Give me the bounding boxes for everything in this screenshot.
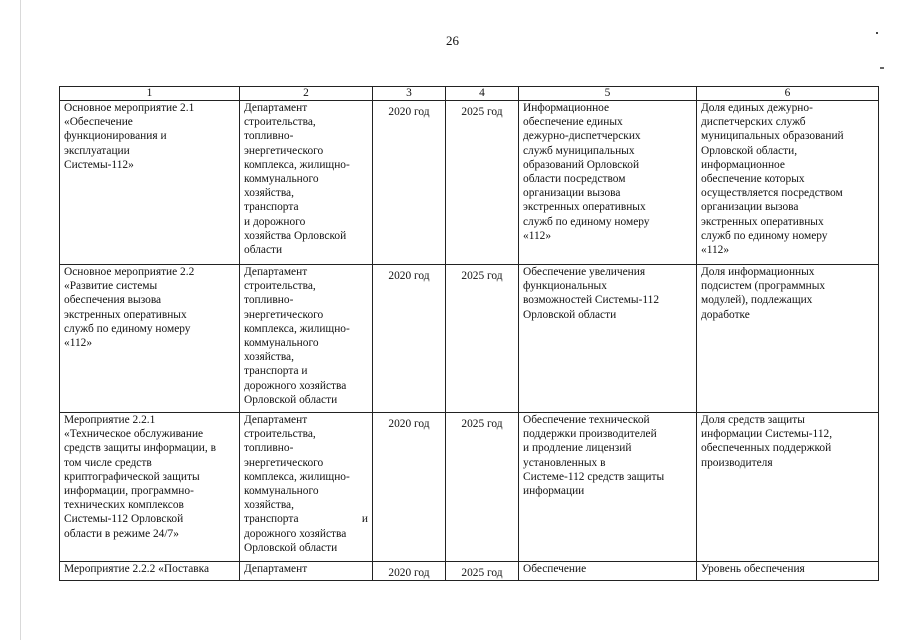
executor-line: энергетического xyxy=(244,456,324,469)
executor-cell xyxy=(240,413,373,562)
start-year-cell: 2020 год xyxy=(373,562,446,581)
table-row xyxy=(60,265,879,413)
event-cell: Мероприятие 2.2.2 «Поставка xyxy=(60,562,240,581)
indicator-cell: Доля информационных подсистем (программных модулей), подлежащих доработке xyxy=(697,265,879,413)
end-year-cell: 2025 год xyxy=(446,265,519,413)
start-year-cell: 2020 год xyxy=(373,265,446,413)
table-row xyxy=(60,101,879,265)
header-row xyxy=(60,87,879,101)
executor-line: топливно- xyxy=(244,442,294,455)
event-cell: Основное мероприятие 2.2 «Развитие системы обеспечения вызова экстренных оперативных служб по единому номеру «112» xyxy=(60,265,240,413)
column-header: 1 xyxy=(60,87,240,101)
executor-line: транспорта и xyxy=(244,513,368,526)
start-year-cell: 2020 год xyxy=(373,413,446,562)
indicator-cell: Доля средств защиты информации Системы-112, обеспеченных поддержкой производителя xyxy=(697,413,879,562)
executor-line: строительства, xyxy=(244,428,316,441)
column-header: 6 xyxy=(697,87,879,101)
executor-line: Департамент xyxy=(244,414,308,426)
start-year-cell: 2020 год xyxy=(373,101,446,265)
executor-line: комплекса, жилищно- xyxy=(244,470,350,483)
executor-line: дорожного хозяйства xyxy=(244,527,347,540)
indicator-cell: Уровень обеспечения xyxy=(697,562,879,581)
result-cell: Информационное обеспечение единых дежурно-диспетчерских служб муниципальных образований Орловской области посредством организации вызова экстренных оперативных служб по единому номеру «112» xyxy=(519,101,697,265)
result-cell: Обеспечение увеличения функциональных возможностей Системы-112 Орловской области xyxy=(519,265,697,413)
end-year-cell: 2025 год xyxy=(446,562,519,581)
column-header: 2 xyxy=(240,87,373,101)
scan-speck xyxy=(876,32,878,34)
executor-line: коммунального xyxy=(244,485,319,498)
column-header: 5 xyxy=(519,87,697,101)
executor-line: Орловской области xyxy=(244,541,338,554)
page-number: 26 xyxy=(446,33,459,48)
executor-cell: Департамент xyxy=(240,562,373,581)
end-year-cell: 2025 год xyxy=(446,101,519,265)
program-events-table xyxy=(59,86,879,581)
result-cell: Обеспечение технической поддержки производителей и продление лицензий установленных в Системе-112 средств защиты информации xyxy=(519,413,697,562)
column-header: 3 xyxy=(373,87,446,101)
indicator-cell: Доля единых дежурно- диспетчерских служб муниципальных образований Орловской области, информационное обеспечение которых осуществляется посредством организации вызова экстренных оперативных служб по единому номеру «112» xyxy=(697,101,879,265)
scan-edge xyxy=(20,0,21,640)
executor-line: хозяйства, xyxy=(244,499,294,512)
column-header: 4 xyxy=(446,87,519,101)
result-cell: Обеспечение xyxy=(519,562,697,581)
table-row xyxy=(60,562,879,581)
event-cell: Мероприятие 2.2.1 «Техническое обслуживание средств защиты информации, в том числе средств криптографической защиты информации, программно- технических комплексов Системы-112 Орловской области в режиме 24/7» xyxy=(60,413,240,562)
executor-cell: Департамент строительства, топливно- энергетического комплекса, жилищно- коммунального хозяйства, транспорта и дорожного хозяйства Орловской области xyxy=(240,101,373,265)
end-year-cell: 2025 год xyxy=(446,413,519,562)
event-cell: Основное мероприятие 2.1 «Обеспечение функционирования и эксплуатации Системы-112» xyxy=(60,101,240,265)
executor-cell: Департамент строительства, топливно- энергетического комплекса, жилищно- коммунального хозяйства, транспорта и дорожного хозяйства Орловской области xyxy=(240,265,373,413)
table-row xyxy=(60,413,879,562)
scan-speck xyxy=(880,67,884,69)
